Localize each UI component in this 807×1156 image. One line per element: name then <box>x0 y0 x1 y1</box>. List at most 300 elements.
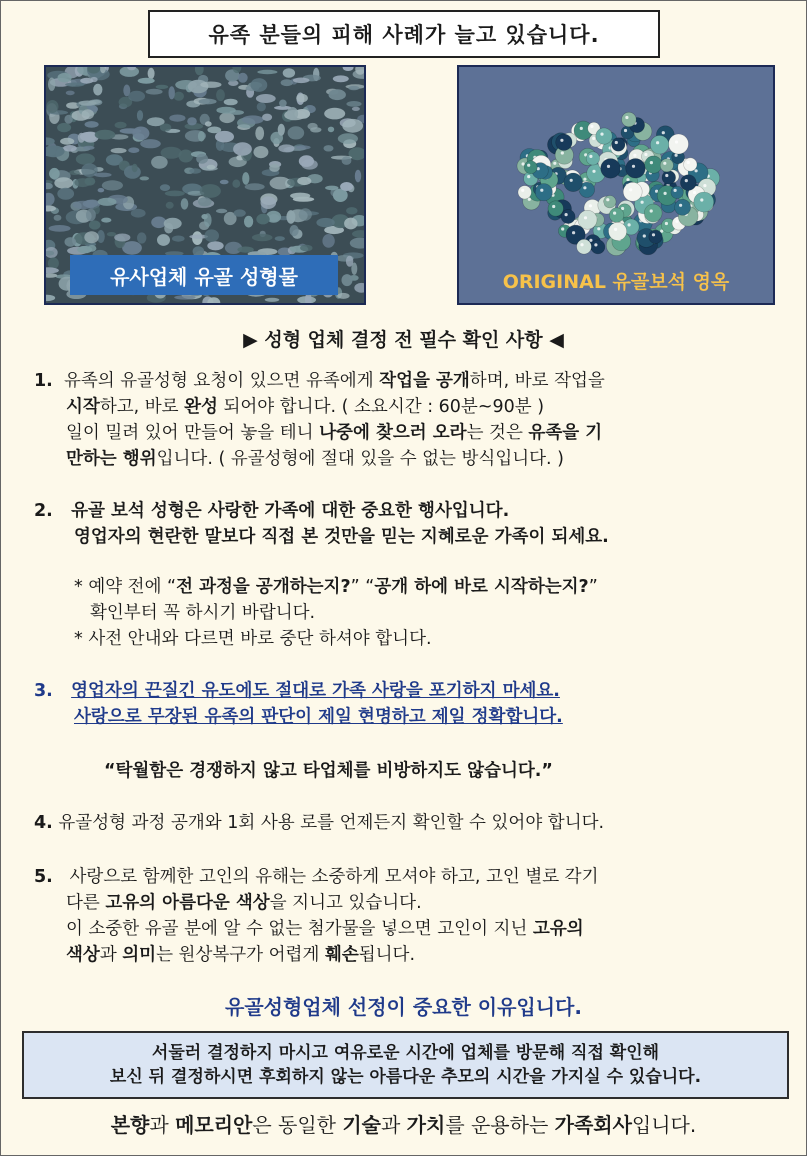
fragment <box>189 168 201 173</box>
bead <box>609 222 627 240</box>
item2-note1 <box>74 574 598 600</box>
section-heading: ▶ 성형 업체 결정 전 필수 확인 사항 ◀ <box>243 329 564 351</box>
fragment <box>352 107 360 111</box>
fragment <box>346 207 357 214</box>
item1-text: 하며, 바로 작업을 <box>469 371 605 391</box>
fragment <box>348 86 359 90</box>
bead-highlight <box>583 186 586 189</box>
bead-highlight <box>589 155 592 158</box>
fragment <box>244 216 253 228</box>
bead-highlight <box>613 212 616 215</box>
bead <box>548 201 563 216</box>
fragment <box>111 148 127 153</box>
item5-emph: 색상 <box>66 945 100 965</box>
fragment <box>102 180 123 190</box>
fragment <box>48 257 59 269</box>
bead-highlight <box>615 141 618 144</box>
fragment <box>261 196 277 209</box>
fragment <box>58 73 72 83</box>
item3-text: 영업자의 끈질긴 유도에도 절대로 가족 사랑을 포기하지 마세요. <box>71 681 560 701</box>
fragment <box>204 229 219 242</box>
fragment <box>299 155 314 167</box>
bead-highlight <box>553 162 556 165</box>
footer-emph: 기술 <box>342 1113 381 1137</box>
bead-highlight <box>700 198 703 201</box>
fragment <box>257 102 266 111</box>
fragment <box>354 283 364 293</box>
fragment <box>195 67 204 75</box>
fragment <box>57 188 74 200</box>
item4-number: 4. <box>34 813 53 833</box>
fragment <box>164 218 182 229</box>
fragment <box>80 132 97 141</box>
bead <box>622 112 637 127</box>
bead <box>577 239 592 254</box>
item5-line1 <box>34 864 599 890</box>
bead-highlight <box>565 213 568 216</box>
fragment <box>224 99 238 106</box>
fragment <box>54 215 62 221</box>
note-emph: 공개 하에 바로 시작하는지? <box>374 577 589 597</box>
fragment <box>63 145 77 152</box>
bead-highlight <box>561 227 564 230</box>
item1-text: 되어야 합니다. ( 소요시간 : 60분~90분 ) <box>217 397 545 417</box>
fragment <box>169 86 175 99</box>
fragment <box>161 147 182 159</box>
item1-emph: 시작 <box>66 397 100 417</box>
fragment <box>300 245 312 252</box>
item2-number: 2. <box>34 501 53 521</box>
bead <box>564 173 583 192</box>
fragment <box>174 295 195 299</box>
item5-emph: 고유의 <box>532 919 584 939</box>
bead <box>644 204 662 222</box>
fragment <box>196 154 208 164</box>
fragment <box>279 100 287 107</box>
reason-heading: 유골성형업체 선정이 중요한 이유입니다. <box>225 995 582 1019</box>
bead-highlight <box>687 161 690 164</box>
bead-highlight <box>664 192 667 195</box>
fragment <box>90 77 97 82</box>
fragment <box>333 75 349 82</box>
fragment <box>355 170 361 183</box>
footer-emph: 본향 <box>110 1113 150 1137</box>
bead-highlight <box>665 174 668 177</box>
note-text: ” <box>588 577 598 597</box>
fragment <box>198 131 205 142</box>
bead-highlight <box>522 162 525 165</box>
advice-line2: 보신 뒤 결정하시면 후회하지 않는 아름다운 추모의 시간을 가지실 수 있습니다. <box>109 1067 702 1087</box>
fragment <box>329 89 346 100</box>
item1-emph: 완성 <box>184 397 218 417</box>
item2-note2: 확인부터 꼭 하시기 바랍니다. <box>90 603 316 623</box>
fragment <box>316 218 334 227</box>
fragment <box>98 188 105 192</box>
fragment <box>132 164 138 172</box>
footer-statement <box>0 1108 807 1142</box>
item5-emph: 훼손 <box>324 945 359 965</box>
item1-line1 <box>34 368 605 394</box>
fragment <box>94 173 112 178</box>
fragment <box>137 232 146 243</box>
bead-highlight <box>606 198 609 201</box>
left-photo-caption: 유사업체 유골 성형물 <box>70 255 338 295</box>
fragment <box>198 197 212 206</box>
fragment <box>66 91 75 96</box>
bead-highlight <box>600 133 603 136</box>
fragment <box>352 230 364 238</box>
fragment <box>322 234 334 248</box>
note-emph: 전 과정을 공개하는지? <box>176 577 351 597</box>
item3-number: 3. <box>34 681 53 701</box>
fragment <box>46 273 57 278</box>
fragment <box>257 70 277 74</box>
fragment <box>69 170 81 175</box>
fragment <box>290 225 299 236</box>
fragment <box>278 144 294 152</box>
bead-highlight <box>675 140 678 143</box>
fragment <box>157 234 170 246</box>
fragment <box>207 241 223 250</box>
fragment <box>269 164 280 172</box>
note-text: ” “ <box>350 577 375 597</box>
note-text: * 예약 전에 “ <box>74 577 177 597</box>
fragment <box>131 209 146 218</box>
bead <box>596 128 612 144</box>
bead <box>669 134 689 154</box>
item5-line4 <box>66 942 415 968</box>
bead <box>612 138 625 151</box>
fragment <box>283 68 295 77</box>
fragment <box>342 156 352 165</box>
fragment <box>46 100 58 113</box>
fragment <box>234 209 246 216</box>
bead <box>626 159 646 179</box>
bead-highlight <box>650 209 653 212</box>
fragment <box>328 127 334 133</box>
fragment <box>200 82 221 88</box>
page-title: 유족 분들의 피해 사례가 늘고 있습니다. <box>148 10 660 58</box>
fragment <box>160 184 170 191</box>
footer-emph: 메모리안 <box>175 1113 253 1137</box>
bead <box>586 152 599 165</box>
item5-text: 을 지니고 있습니다. <box>269 893 422 913</box>
item1-text: 일이 밀려 있어 만들어 놓을 테니 <box>66 423 320 443</box>
fragment <box>156 85 169 89</box>
fragment <box>49 168 60 179</box>
bead-highlight <box>527 164 530 167</box>
fragment <box>169 115 185 122</box>
fragment <box>76 153 95 164</box>
fragment <box>287 107 298 120</box>
bead-highlight <box>656 141 659 144</box>
quote: “탁월함은 경쟁하지 않고 타업체를 비방하지도 않습니다.” <box>104 761 553 781</box>
bead-highlight <box>628 223 631 226</box>
fragment <box>297 177 311 185</box>
fragment <box>148 68 155 79</box>
bead <box>675 199 691 215</box>
bead-highlight <box>625 116 628 119</box>
bead-highlight <box>521 189 524 192</box>
bead-highlight <box>624 129 627 132</box>
fragment <box>251 78 268 92</box>
bead-highlight <box>527 175 530 178</box>
bead <box>694 192 714 212</box>
footer-emph: 가족회사 <box>554 1113 632 1137</box>
fragment <box>84 231 99 243</box>
bead-highlight <box>685 179 688 182</box>
fragment <box>128 147 139 153</box>
fragment <box>98 198 117 206</box>
fragment <box>49 225 71 232</box>
fragment <box>87 245 96 252</box>
footer-emph: 가치 <box>406 1113 446 1137</box>
item4-line <box>34 810 604 836</box>
fragment <box>324 145 334 151</box>
fragment <box>278 124 285 136</box>
item1-emph: 유족을 기 <box>528 423 603 443</box>
fragment <box>46 183 53 190</box>
fragment <box>337 293 349 299</box>
fragment <box>245 183 265 190</box>
bead-highlight <box>703 184 706 187</box>
item5-text: 사랑으로 함께한 고인의 유해는 소중하게 모셔야 하고, 고인 별로 각기 <box>69 867 599 887</box>
bead-highlight <box>665 222 668 225</box>
fragment <box>238 73 248 83</box>
fragment <box>65 83 84 87</box>
fragment <box>255 126 264 140</box>
fragment <box>325 186 338 191</box>
footer-text: 입니다. <box>631 1113 697 1137</box>
fragment <box>220 180 229 185</box>
bead <box>518 186 531 199</box>
fragment <box>293 78 310 84</box>
bead-highlight <box>629 188 632 191</box>
item1-emph: 나중에 찾으러 오라 <box>319 423 467 443</box>
item1-text: 하고, 바로 <box>99 397 185 417</box>
fragment <box>290 193 310 199</box>
fragment <box>216 89 225 101</box>
footer-text: 과 <box>380 1113 407 1137</box>
fragment <box>346 101 361 107</box>
bead-highlight <box>590 125 593 128</box>
advice-line1: 서둘러 결정하지 마시고 여유로운 시간에 업체를 방문해 직접 확인해 <box>151 1043 660 1063</box>
fragment <box>233 142 252 156</box>
item4-text: 유골성형 과정 공개와 1회 사용 로를 언제든지 확인할 수 있어야 합니다. <box>58 813 605 833</box>
fragment <box>93 84 102 96</box>
fragment <box>338 133 358 144</box>
fragment <box>46 295 55 301</box>
bead <box>671 186 683 198</box>
bead-highlight <box>540 189 543 192</box>
bead-highlight <box>560 139 563 142</box>
footer-text: 를 운용하는 <box>445 1113 555 1137</box>
item5-text: 과 <box>99 945 123 965</box>
bead-highlight <box>679 204 682 207</box>
fragment <box>232 180 240 188</box>
item5-line3 <box>66 916 584 942</box>
bead-highlight <box>572 231 575 234</box>
fragment <box>101 218 111 223</box>
bead-highlight <box>594 243 597 246</box>
bead <box>649 230 662 243</box>
bead-highlight <box>580 127 583 130</box>
fragment <box>242 172 249 185</box>
fragment <box>216 209 227 213</box>
fragment <box>262 114 272 121</box>
fragment <box>324 108 345 120</box>
fragment <box>344 218 357 230</box>
fragment <box>83 200 99 208</box>
fragment <box>89 100 101 105</box>
fragment <box>140 139 161 148</box>
bead-highlight <box>552 205 555 208</box>
bead-highlight <box>589 239 592 242</box>
footer-text: 은 동일한 <box>252 1113 343 1137</box>
fragment <box>308 123 318 130</box>
fragment <box>54 177 73 188</box>
item1-number: 1. <box>34 371 53 391</box>
fragment <box>296 145 311 149</box>
fragment <box>48 78 55 91</box>
item5-text: 다른 <box>66 893 106 913</box>
fragment <box>85 121 99 128</box>
bead <box>591 240 605 254</box>
item2-line1 <box>34 498 509 524</box>
fragment <box>343 67 354 71</box>
bead-highlight <box>674 189 677 192</box>
bead <box>680 175 696 191</box>
bead <box>650 135 669 154</box>
bead-highlight <box>675 220 678 223</box>
advice-box <box>22 1031 789 1099</box>
bead-highlight <box>583 178 586 181</box>
item5-text: 는 원상복구가 어렵게 <box>156 945 325 965</box>
bead-highlight <box>597 227 600 230</box>
bead-highlight <box>614 228 617 231</box>
bead-highlight <box>607 165 610 168</box>
fragment <box>114 234 130 242</box>
fragment <box>342 274 353 286</box>
item2-note3: * 사전 안내와 다르면 바로 중단 하셔야 합니다. <box>74 629 432 649</box>
bead-highlight <box>589 204 592 207</box>
fragment <box>256 214 269 225</box>
fragment <box>275 236 285 241</box>
fragment <box>137 110 143 121</box>
fragment <box>299 208 312 220</box>
bead-highlight <box>663 162 666 165</box>
bead <box>561 210 575 224</box>
bead <box>535 184 552 201</box>
item2-line2: 영업자의 현란한 말보다 직접 본 것만을 믿는 지혜로운 가족이 되세요. <box>74 527 609 547</box>
fragment <box>207 165 216 170</box>
fragment <box>199 99 217 105</box>
fragment <box>288 126 305 139</box>
fragment <box>296 94 308 102</box>
fragment <box>340 182 353 191</box>
bead <box>623 182 642 201</box>
item1-emph: 만하는 행위 <box>66 449 157 469</box>
fragment <box>46 193 55 206</box>
fragment <box>346 256 353 267</box>
item5-emph: 의미 <box>122 945 157 965</box>
fragment <box>46 267 59 273</box>
fragment <box>146 89 163 95</box>
bead-highlight <box>570 179 573 182</box>
bead <box>556 134 572 150</box>
fragment <box>242 115 264 124</box>
item1-text: 유족의 유골성형 요청이 있으면 유족에게 <box>63 371 380 391</box>
fragment <box>132 127 149 141</box>
bead-highlight <box>632 165 635 168</box>
fragment <box>65 237 77 247</box>
bead-highlight <box>584 216 587 219</box>
bead <box>609 208 624 223</box>
item1-line4 <box>66 446 564 472</box>
item5-number: 5. <box>34 867 53 887</box>
fragment <box>89 220 101 229</box>
fragment <box>187 117 197 125</box>
fragment <box>253 146 268 158</box>
bead <box>645 156 662 173</box>
fragment <box>166 202 174 209</box>
fragment <box>115 122 127 129</box>
bead <box>601 159 621 179</box>
bead <box>662 171 676 185</box>
fragment <box>83 146 95 150</box>
fragment <box>200 184 221 198</box>
fragment <box>60 138 74 145</box>
bead-highlight <box>641 201 644 204</box>
bead-highlight <box>643 234 646 237</box>
item1-text: 는 것은 <box>466 423 529 443</box>
item3-line2: 사랑으로 무장된 유족의 판단이 제일 현명하고 제일 정확합니다. <box>74 707 563 727</box>
bead <box>660 159 673 172</box>
fragment <box>172 236 185 242</box>
fragment <box>138 78 155 84</box>
item5-text: 이 소중한 유골 분에 알 수 없는 첨가물을 넣으면 고인이 지닌 <box>66 919 533 939</box>
fragment <box>350 238 364 249</box>
fragment <box>85 177 96 185</box>
fragment <box>95 130 116 140</box>
fragment <box>128 91 145 102</box>
item5-emph: 고유의 아름다운 색상 <box>105 893 270 913</box>
bead-highlight <box>693 191 696 194</box>
item3-line1 <box>34 678 560 704</box>
item1-line2 <box>66 394 544 420</box>
item1-text: 입니다. ( 유골성형에 절대 있을 수 없는 방식입니다. ) <box>156 449 565 469</box>
bead-highlight <box>644 153 647 156</box>
bead-highlight <box>592 170 595 173</box>
bead-highlight <box>633 154 636 157</box>
fragment <box>160 124 171 132</box>
bead <box>604 196 616 208</box>
right-photo-caption: ORIGINAL 유골보석 영옥 <box>502 271 730 293</box>
bead-highlight <box>580 243 583 246</box>
fragment <box>86 209 96 222</box>
fragment <box>252 234 273 241</box>
original-beads-photo <box>457 65 775 305</box>
fragment <box>181 198 189 209</box>
fragment <box>107 232 116 236</box>
fragment <box>165 191 185 197</box>
bead-highlight <box>662 131 665 134</box>
bead-highlight <box>592 137 595 140</box>
fragment <box>140 176 150 180</box>
fragment <box>174 92 184 101</box>
fragment <box>265 298 280 302</box>
bead-highlight <box>561 151 564 154</box>
